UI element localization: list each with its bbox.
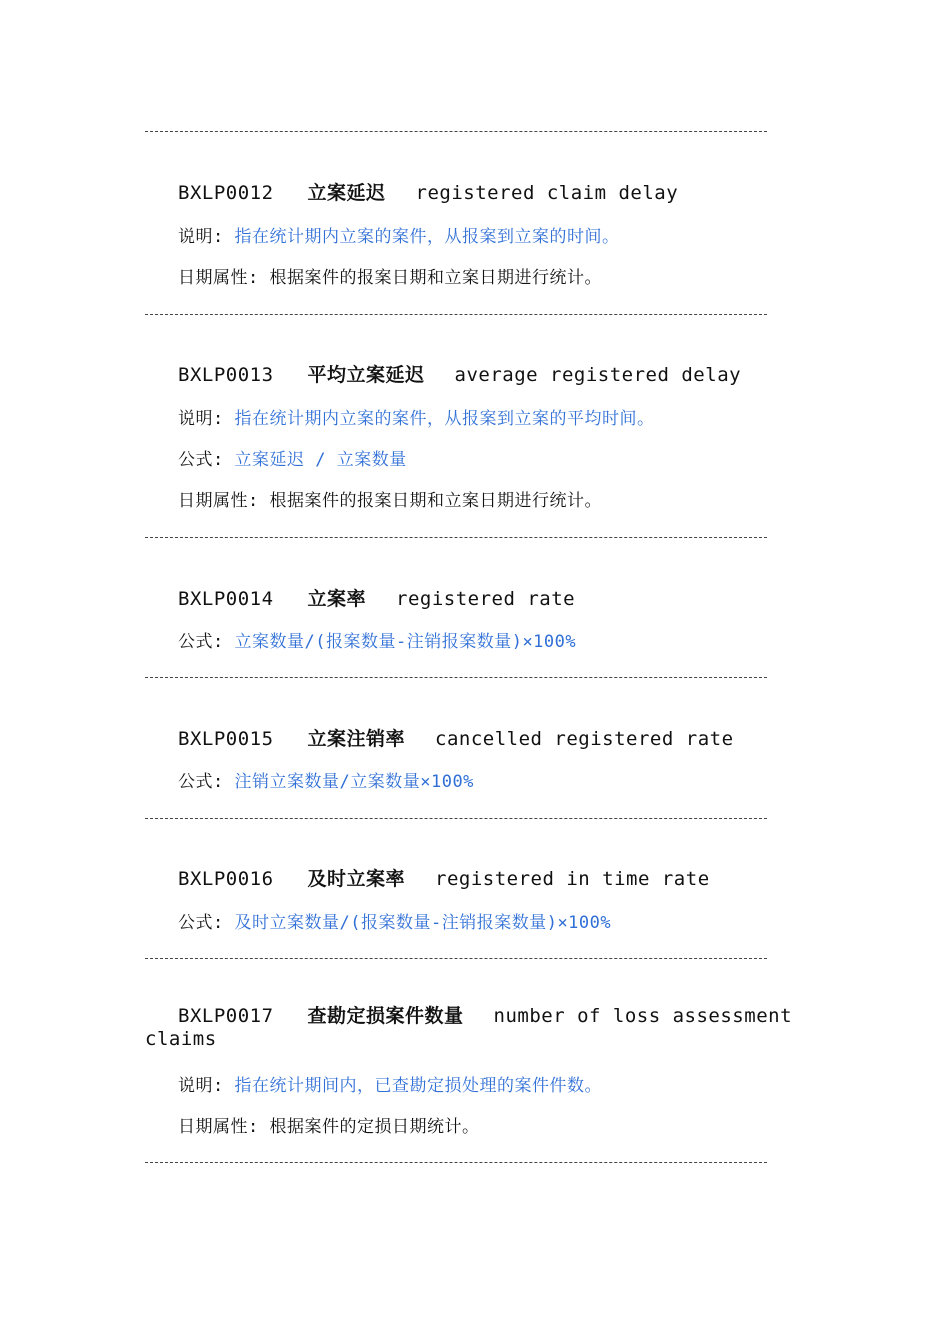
description-line	[178, 404, 655, 429]
date-label: 日期属性:	[178, 1117, 259, 1137]
entry-heading	[178, 584, 575, 611]
formula-label: 公式:	[178, 913, 224, 933]
entry-code: BXLP0017	[178, 1005, 274, 1027]
entry-name-cn: 立案率	[307, 588, 367, 610]
entry-name-cn: 查勘定损案件数量	[307, 1005, 464, 1027]
section-divider	[145, 818, 767, 819]
entry-heading	[178, 864, 710, 891]
description-line	[178, 1071, 602, 1096]
entry-name-en: average registered delay	[454, 364, 742, 386]
entry-heading	[178, 724, 734, 751]
description-text: 指在统计期内立案的案件，从报案到立案的平均时间。	[234, 409, 655, 429]
entry-heading	[145, 1005, 805, 1051]
description-text: 指在统计期间内，已查勘定损处理的案件件数。	[234, 1076, 602, 1096]
entry-heading	[178, 178, 678, 205]
formula-label: 公式:	[178, 632, 224, 652]
formula-text: 立案数量/(报案数量-注销报案数量)×100%	[234, 632, 577, 652]
entry-code: BXLP0012	[178, 182, 274, 204]
formula-label: 公式:	[178, 772, 224, 792]
section-divider	[145, 131, 767, 132]
formula-label: 公式:	[178, 450, 224, 470]
entry-code: BXLP0014	[178, 588, 274, 610]
description-line	[178, 222, 620, 247]
entry-name-en: registered claim delay	[415, 182, 679, 204]
date-line	[178, 1112, 480, 1137]
date-text: 根据案件的报案日期和立案日期进行统计。	[269, 491, 602, 511]
formula-text: 注销立案数量/立案数量×100%	[234, 772, 474, 792]
section-divider	[145, 677, 767, 678]
entry-name-en: number of loss assessment claims	[145, 1005, 793, 1050]
formula-line	[178, 767, 474, 792]
entry-name-cn: 立案注销率	[307, 728, 406, 750]
formula-text: 及时立案数量/(报案数量-注销报案数量)×100%	[234, 913, 612, 933]
section-divider	[145, 537, 767, 538]
date-line	[178, 486, 602, 511]
date-label: 日期属性:	[178, 268, 259, 288]
section-divider	[145, 314, 767, 315]
entry-code: BXLP0015	[178, 728, 274, 750]
entry-heading	[178, 360, 741, 387]
description-text: 指在统计期内立案的案件，从报案到立案的时间。	[234, 227, 620, 247]
section-divider	[145, 1162, 767, 1163]
entry-name-cn: 及时立案率	[307, 868, 406, 890]
entry-code: BXLP0013	[178, 364, 274, 386]
section-divider	[145, 958, 767, 959]
entry-name-en: registered in time rate	[435, 868, 710, 890]
date-text: 根据案件的报案日期和立案日期进行统计。	[269, 268, 602, 288]
entry-name-cn: 立案延迟	[307, 182, 386, 204]
formula-text: 立案延迟 / 立案数量	[234, 450, 407, 470]
entry-name-en: registered rate	[396, 588, 576, 610]
entry-name-en: cancelled registered rate	[435, 728, 734, 750]
date-line	[178, 263, 602, 288]
date-label: 日期属性:	[178, 491, 259, 511]
entry-code: BXLP0016	[178, 868, 274, 890]
formula-line	[178, 445, 407, 470]
description-label: 说明:	[178, 227, 224, 247]
entry-name-cn: 平均立案延迟	[307, 364, 425, 386]
formula-line	[178, 627, 576, 652]
description-label: 说明:	[178, 1076, 224, 1096]
formula-line	[178, 908, 611, 933]
date-text: 根据案件的定损日期统计。	[269, 1117, 480, 1137]
description-label: 说明:	[178, 409, 224, 429]
